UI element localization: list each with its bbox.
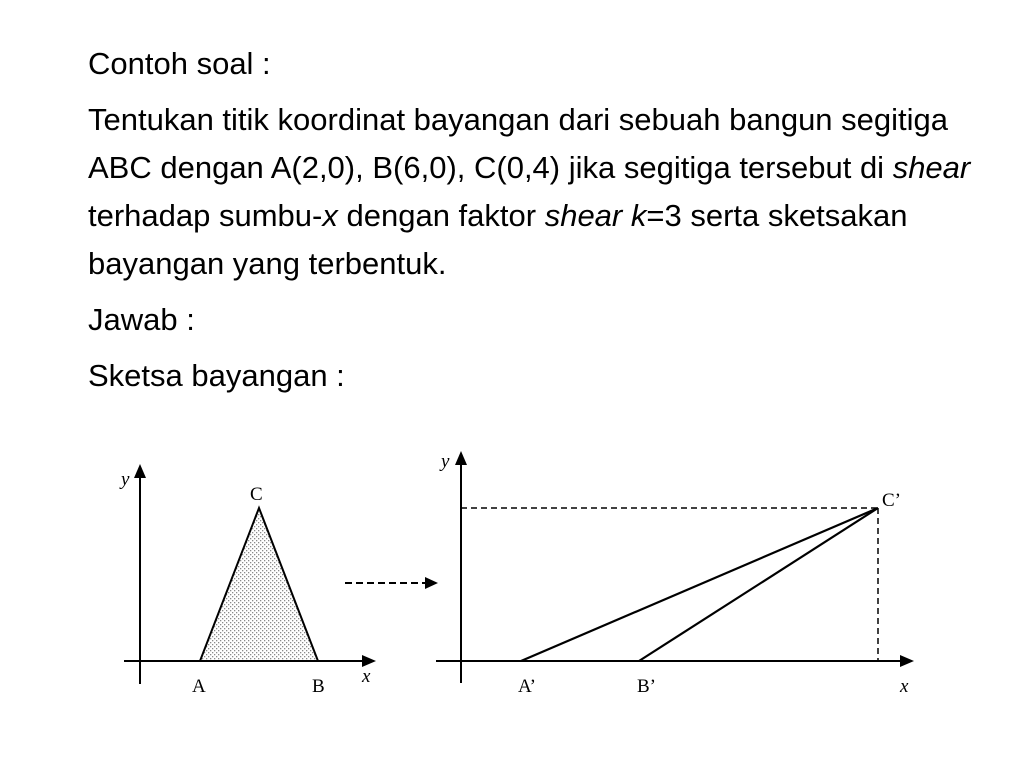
image-point-b-label: B’ <box>637 676 656 697</box>
original-triangle-plot <box>119 464 376 697</box>
image-axis-y-label: y <box>441 451 450 472</box>
original-triangle-abc <box>200 508 318 661</box>
sketch-label: Sketsa bayangan : <box>88 358 345 393</box>
image-triangle-plot <box>436 451 914 697</box>
image-point-a-label: A’ <box>518 676 536 697</box>
problem-text-4 <box>622 198 631 233</box>
problem-statement <box>88 96 988 288</box>
problem-x: x <box>322 198 338 233</box>
problem-text-2: terhadap sumbu- <box>88 198 323 233</box>
image-axis-x-label: x <box>900 676 909 697</box>
image-point-c-label: C’ <box>882 490 901 511</box>
shear-diagram <box>0 440 1024 740</box>
problem-text-1: Tentukan titik koordinat bayangan dari sebuah bangun segitiga ABC dengan A(2,0), B(6,0), C(0,4) jika segitiga tersebut di <box>88 102 949 185</box>
original-axis-x-label: x <box>362 666 371 687</box>
original-point-a-label: A <box>192 676 206 697</box>
original-axis-y-label: y <box>121 469 130 490</box>
original-point-b-label: B <box>312 676 325 697</box>
problem-text-3: dengan faktor <box>337 198 545 233</box>
original-y-arrowhead <box>134 464 146 478</box>
problem-shear-2: shear <box>544 198 623 233</box>
image-edge-a-c <box>521 508 878 661</box>
original-point-c-label: C <box>250 484 263 505</box>
transform-arrow <box>345 577 438 589</box>
answer-label: Jawab : <box>88 302 195 337</box>
problem-shear-1: shear <box>892 150 971 185</box>
image-y-arrowhead <box>455 451 467 465</box>
image-x-arrowhead <box>900 655 914 667</box>
problem-k: k <box>630 198 647 233</box>
slide-text <box>88 40 988 400</box>
image-edge-b-c <box>639 508 878 661</box>
problem-text-5: =3 serta sketsakan bayangan yang terbentuk. <box>88 198 908 281</box>
slide-heading: Contoh soal : <box>88 46 271 81</box>
